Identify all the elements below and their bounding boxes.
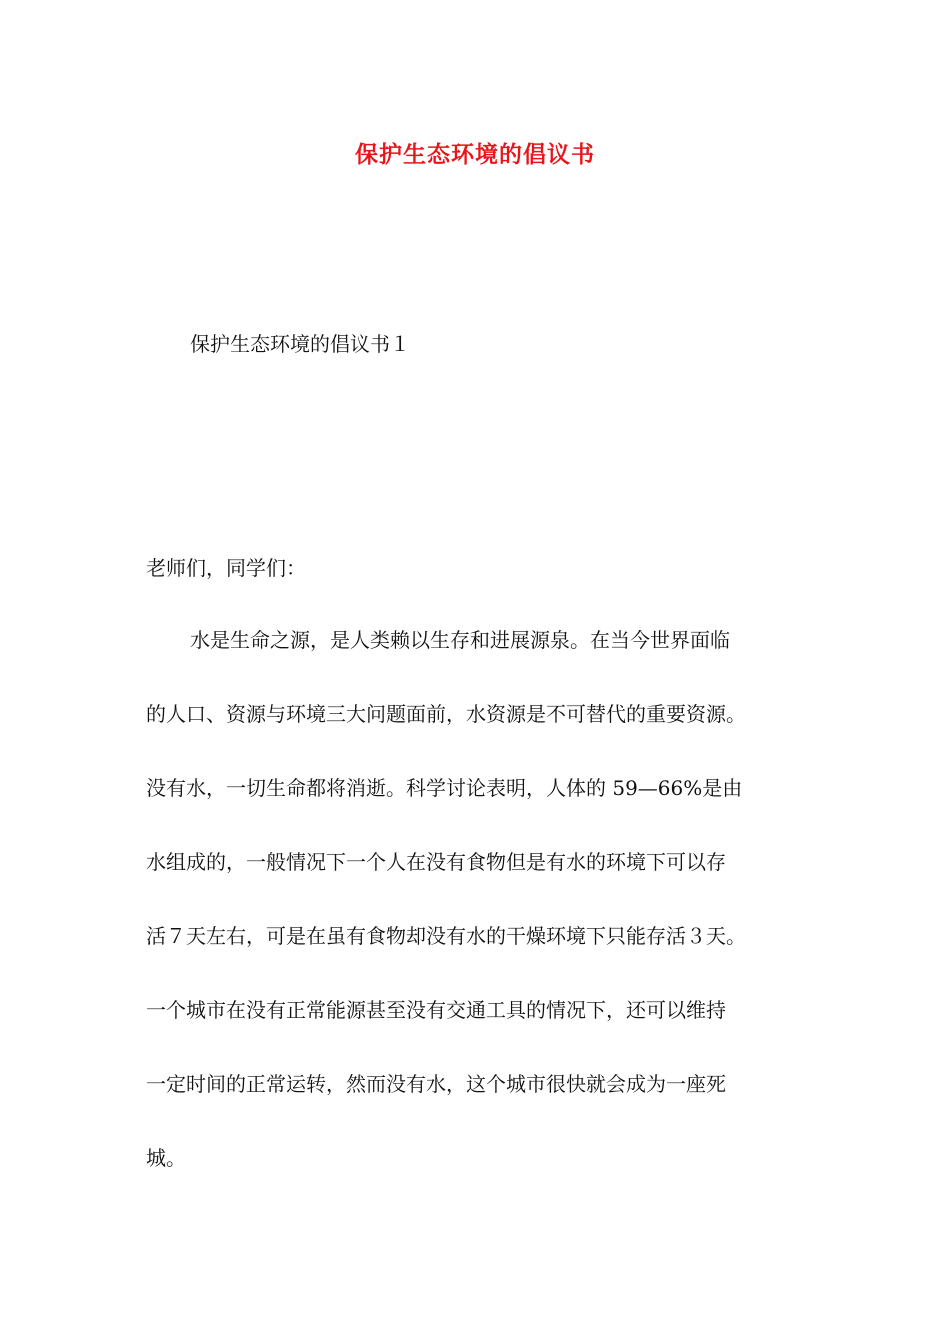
paragraph-line: 水是生命之源，是人类赖以生存和进展源泉。在当今世界面临 bbox=[190, 628, 730, 652]
paragraph-line: 水组成的，一般情况下一个人在没有食物但是有水的环境下可以存 bbox=[146, 850, 726, 874]
paragraph-line: 的人口、资源与环境三大问题面前，水资源是不可替代的重要资源。 bbox=[146, 702, 746, 726]
paragraph-line: 活７天左右，可是在虽有食物却没有水的干燥环境下只能存活３天。 bbox=[146, 924, 746, 948]
paragraph-line: 城。 bbox=[146, 1146, 186, 1170]
document-title: 保护生态环境的倡议书 bbox=[355, 141, 595, 168]
paragraph-line: 一个城市在没有正常能源甚至没有交通工具的情况下，还可以维持 bbox=[146, 998, 726, 1022]
paragraph-line: 一定时间的正常运转，然而没有水，这个城市很快就会成为一座死 bbox=[146, 1072, 726, 1096]
section-heading: 保护生态环境的倡议书１ bbox=[190, 332, 410, 356]
body-paragraph bbox=[146, 626, 816, 1218]
paragraph-line: 没有水，一切生命都将消逝。科学讨论表明，人体的 59—66%是由 bbox=[146, 776, 743, 800]
salutation: 老师们，同学们： bbox=[146, 556, 306, 580]
